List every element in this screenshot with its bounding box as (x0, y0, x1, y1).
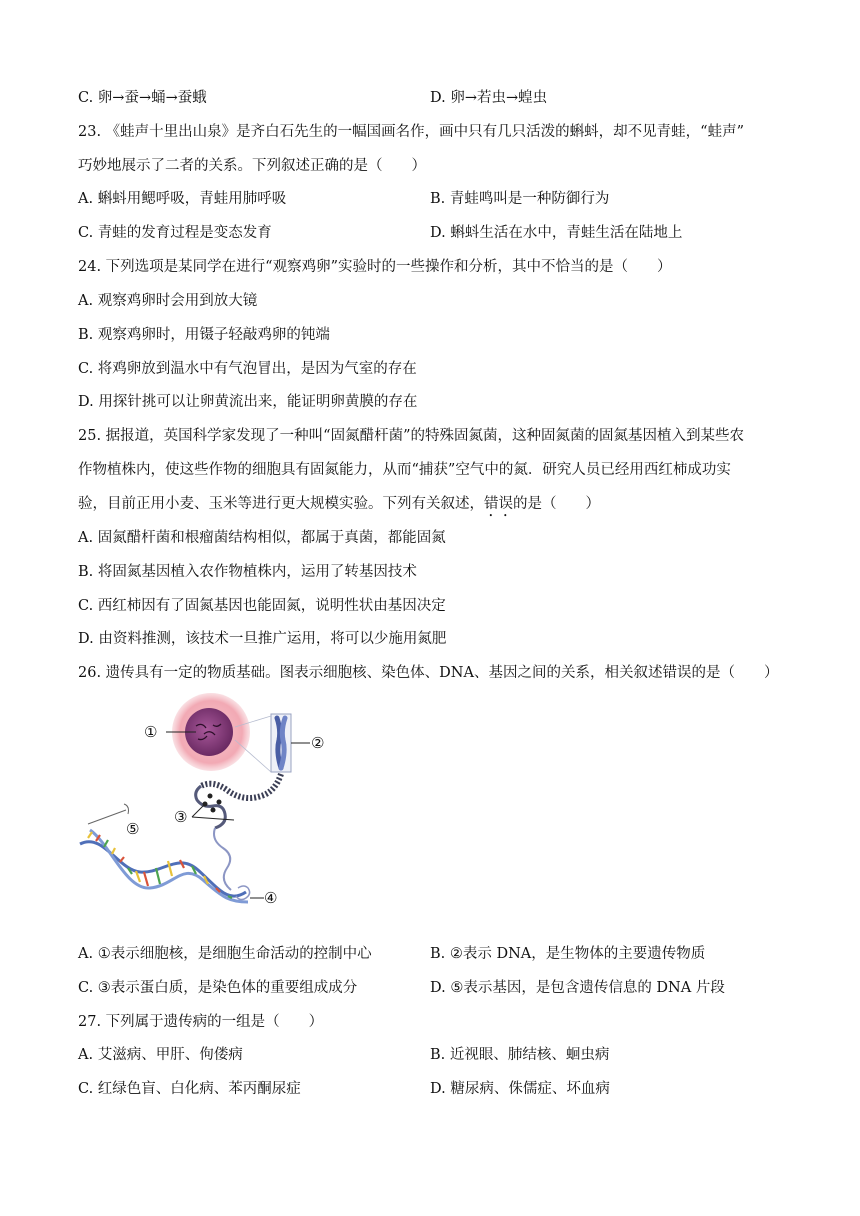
q27-option-a: A. 艾滋病、甲肝、佝偻病 (78, 1047, 243, 1063)
q23-option-d: D. 蝌蚪生活在水中，青蛙生活在陆地上 (430, 225, 683, 241)
q22-option-d: D. 卵→若虫→蝗虫 (430, 90, 548, 106)
q25-option-a: A. 固氮醋杆菌和根瘤菌结构相似，都属于真菌，都能固氮 (78, 530, 446, 546)
q25-stem-pre: 验，目前正用小麦、玉米等进行更大规模实验。下列有关叙述， (78, 496, 484, 512)
q27-stem: 27. 下列属于遗传病的一组是（ ） (78, 1014, 324, 1030)
q26-option-c: C. ③表示蛋白质，是染色体的重要组成成分 (78, 980, 358, 996)
q26-option-d: D. ⑤表示基因，是包含遗传信息的 DNA 片段 (430, 980, 725, 996)
q27-option-c: C. 红绿色盲、白化病、苯丙酮尿症 (78, 1081, 301, 1097)
q27-option-d: D. 糖尿病、侏儒症、坏血病 (430, 1081, 610, 1097)
q25-stem-emphasis: 错误 (484, 496, 513, 512)
q25-stem-line-3 (78, 494, 600, 520)
q23-option-a: A. 蝌蚪用鳃呼吸，青蛙用肺呼吸 (78, 191, 287, 207)
q24-option-a: A. 观察鸡卵时会用到放大镜 (78, 293, 258, 309)
q24-option-b: B. 观察鸡卵时，用镊子轻敲鸡卵的钝端 (78, 327, 330, 343)
q23-stem-line-1: 23. 《蛙声十里出山泉》是齐白石先生的一幅国画名作，画中只有几只活泼的蝌蚪，却不见青蛙，“蛙声” (78, 124, 744, 140)
q23-option-c: C. 青蛙的发育过程是变态发育 (78, 225, 272, 241)
chromatin-graphic (196, 774, 281, 890)
q25-option-b: B. 将固氮基因植入农作物植株内，运用了转基因技术 (78, 564, 417, 580)
q25-stem-post: 的是（ ） (513, 496, 600, 512)
q24-option-c: C. 将鸡卵放到温水中有气泡冒出，是因为气室的存在 (78, 361, 417, 377)
q23-option-b: B. 青蛙鸣叫是一种防御行为 (430, 191, 610, 207)
q25-stem-line-1: 25. 据报道，英国科学家发现了一种叫“固氮醋杆菌”的特殊固氮菌，这种固氮菌的固氮基因植入到某些农 (78, 428, 744, 444)
label-1: ① (144, 723, 158, 741)
q26-stem: 26. 遗传具有一定的物质基础。图表示细胞核、染色体、DNA、基因之间的关系，相关叙述错误的是（ ） (78, 665, 779, 681)
q26-option-b: B. ②表示 DNA，是生物体的主要遗传物质 (430, 946, 706, 962)
label-3: ③ (174, 808, 188, 826)
q25-option-d: D. 由资料推测，该技术一旦推广运用，将可以少施用氮肥 (78, 631, 447, 647)
q23-stem-line-2: 巧妙地展示了二者的关系。下列叙述正确的是（ ） (78, 158, 426, 174)
q22-option-c: C. 卵→蚕→蛹→蚕蛾 (78, 90, 207, 106)
q26-figure (78, 692, 343, 914)
q24-stem: 24. 下列选项是某同学在进行“观察鸡卵”实验时的一些操作和分析，其中不恰当的是（ ） (78, 259, 672, 275)
q24-option-d: D. 用探针挑可以让卵黄流出来，能证明卵黄膜的存在 (78, 394, 418, 410)
q27-option-b: B. 近视眼、肺结核、蛔虫病 (430, 1047, 610, 1063)
label-4: ④ (264, 889, 278, 907)
label-2: ② (311, 734, 325, 752)
label-5: ⑤ (126, 820, 140, 838)
q25-stem-line-2: 作物植株内，使这些作物的细胞具有固氮能力，从而“捕获”空气中的氮．研究人员已经用西红柿成功实 (78, 462, 731, 478)
q25-option-c: C. 西红柿因有了固氮基因也能固氮，说明性状由基因决定 (78, 598, 446, 614)
q26-option-a: A. ①表示细胞核，是细胞生命活动的控制中心 (78, 946, 372, 962)
